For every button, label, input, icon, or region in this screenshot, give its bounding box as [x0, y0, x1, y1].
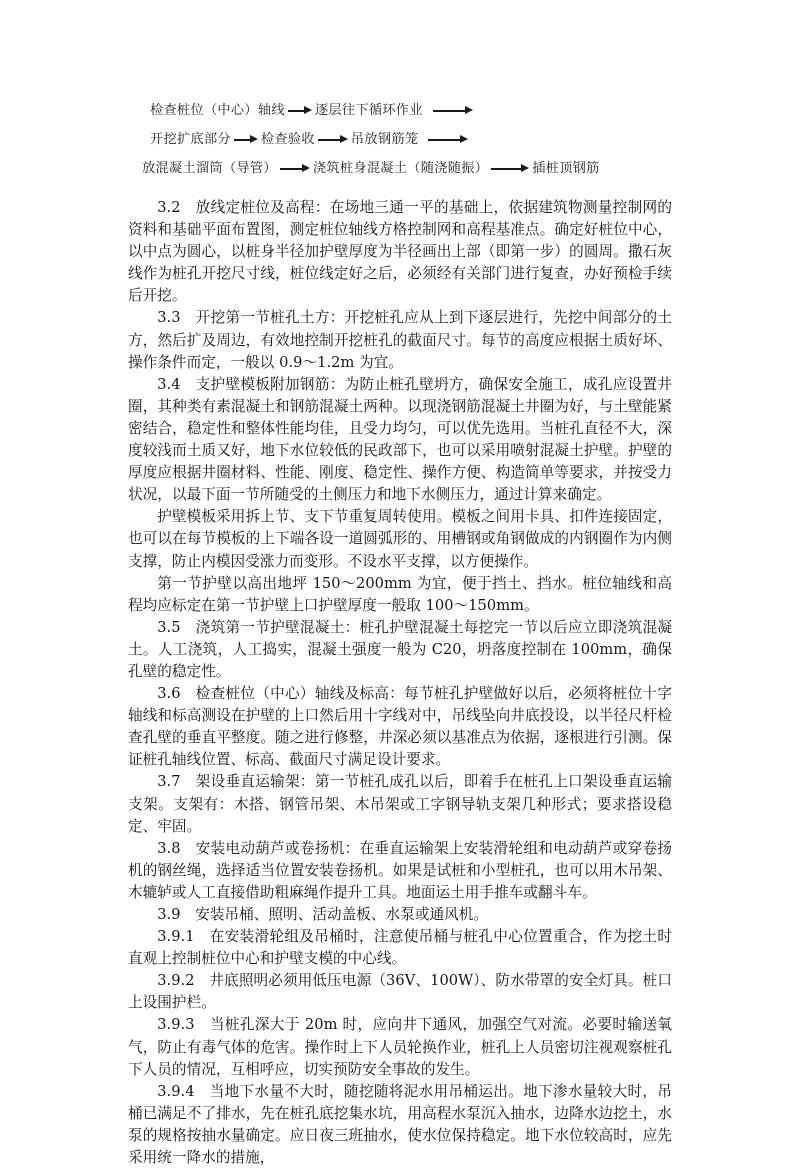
- arrow-right-icon: [280, 164, 310, 173]
- process-flow-diagram: [128, 96, 672, 183]
- arrow-right-icon: [428, 135, 468, 144]
- paragraph-3-9-4: 3.9.4 当地下水量不大时，随挖随将泥水用吊桶运出。地下渗水量较大时，吊桶已满足不了排水，先在桩孔底挖集水坑，用高程水泵沉入抽水，边降水边挖土，水泵的规格按抽水量确定。应日夜三班抽水，使水位保持稳定。地下水位较高时，应先采用统一降水的措施，: [128, 1082, 672, 1167]
- arrow-right-icon: [288, 106, 312, 115]
- arrow-right-icon: [318, 135, 348, 144]
- paragraph-formwork: 护壁模板采用拆上节、支下节重复周转使用。模板之间用卡具、扣件连接固定，也可以在每节模板的上下端各设一道圆弧形的、用槽钢或角钢做成的内钢圈作为内侧支撑，防止内模因受涨力而变形。不设水平支撑，以方便操作。: [128, 508, 672, 570]
- body-text: [128, 197, 672, 1169]
- paragraph-3-8: 3.8 安装电动葫芦或卷扬机：在垂直运输架上安装滑轮组和电动葫芦或穿卷扬机的钢丝绳，选择适当位置安装卷扬机。如果是试桩和小型桩孔，也可以用木吊架、木辘轳或人工直接借助粗麻绳作提升工具。地面运土用手推车或翻斗车。: [128, 839, 672, 901]
- arrow-right-icon: [234, 135, 258, 144]
- flow-node-label: 检查桩位（中心）轴线: [150, 103, 285, 118]
- arrow-right-icon: [433, 106, 473, 115]
- paragraph-3-7: 3.7 架设垂直运输架：第一节桩孔成孔以后，即着手在桩孔上口架设垂直运输支架。支架有：木搭、钢管吊架、木吊架或工字钢导轨支架几种形式；要求搭设稳定、牢固。: [128, 773, 672, 835]
- paragraph-3-9-2: 3.9.2 井底照明必须用低压电源（36V、100W）、防水带罩的安全灯具。桩口上设围护栏。: [128, 972, 672, 1012]
- flow-row: [128, 125, 672, 154]
- paragraph-3-9: 3.9 安装吊桶、照明、活动盖板、水泵或通风机。: [157, 906, 489, 923]
- paragraph-3-3: 3.3 开挖第一节桩孔土方：开挖桩孔应从上到下逐层进行，先挖中间部分的土方，然后扩及周边，有效地控制开挖桩孔的截面尺寸。每节的高度应根据土质好坏、操作条件而定，一般以 0.9～1.2m 为宜。: [128, 309, 672, 371]
- flow-node-label: 检查验收: [260, 132, 315, 147]
- flow-node-label: 吊放钢筋笼: [350, 132, 419, 147]
- arrow-right-icon: [491, 164, 529, 173]
- paragraph-3-2: 3.2 放线定桩位及高程：在场地三通一平的基础上，依据建筑物测量控制网的资料和基础平面布置图，测定桩位轴线方格控制网和高程基准点。确定好桩位中心，以中点为圆心，以桩身半径加护壁厚度为半径画出上部（即第一步）的圆周。撒石灰线作为桩孔开挖尺寸线，桩位线定好之后，必须经有关部门进行复查，办好预检手续后开挖。: [128, 199, 672, 305]
- paragraph-3-9-1: 3.9.1 在安装滑轮组及吊桶时，注意使吊桶与桩孔中心位置重合，作为挖土时直观上控制桩位中心和护壁支模的中心线。: [128, 928, 672, 968]
- paragraph-first-section: 第一节护壁以高出地坪 150～200mm 为宜，便于挡土、挡水。桩位轴线和高程均应标定在第一节护壁上口护壁厚度一般取 100～150mm。: [128, 574, 672, 614]
- flow-node-label: 逐层往下循环作业: [314, 103, 423, 118]
- paragraph-3-6: 3.6 检查桩位（中心）轴线及标高：每节桩孔护壁做好以后，必须将桩位十字轴线和标高测设在护壁的上口然后用十字线对中，吊线坠向井底投设，以半径尺杆检查孔壁的垂直平整度。随之进行修整，井深必须以基准点为依据，逐根进行引测。保证桩孔轴线位置、标高、截面尺寸满足设计要求。: [128, 685, 672, 769]
- paragraph-3-4: 3.4 支护壁模板附加钢筋：为防止桩孔壁坍方，确保安全施工，成孔应设置井圈，其种类有素混凝土和钢筋混凝土两种。以现浇钢筋混凝土井圈为好，与土壁能紧密结合，稳定性和整体性能均佳，且受力均匀，可以优先选用。当桩孔直径不大，深度较浅而土质又好，地下水位较低的民政部下，也可以采用喷射混凝土护壁。护壁的厚度应根据井圈材料、性能、刚度、稳定性、操作方便、构造简单等要求，并按受力状况，以最下面一节所随受的土侧压力和地下水侧压力，通过计算来确定。: [128, 375, 672, 504]
- flow-row: [128, 96, 672, 125]
- flow-row: [128, 154, 672, 183]
- paragraph-3-5: 3.5 浇筑第一节护壁混凝土：桩孔护壁混凝土每挖完一节以后应立即浇筑混凝土。人工浇筑，人工捣实，混凝土强度一般为 C20，坍落度控制在 100mm，确保孔壁的稳定性。: [128, 618, 672, 680]
- flow-node-label: 插桩顶钢筋: [532, 161, 600, 176]
- flow-node-label: 放混凝土溜筒（导管）: [142, 161, 277, 176]
- paragraph-3-9-3: 3.9.3 当桩孔深大于 20m 时，应向井下通风，加强空气对流。必要时输送氧气，防止有毒气体的危害。操作时上下人员轮换作业，桩孔上人员密切注视观察桩孔下人员的情况，互相呼应，切实预防安全事故的发生。: [128, 1016, 672, 1078]
- flow-node-label: 浇筑桩身混凝土（随浇随振）: [312, 161, 489, 176]
- flow-node-label: 开挖扩底部分: [150, 132, 231, 147]
